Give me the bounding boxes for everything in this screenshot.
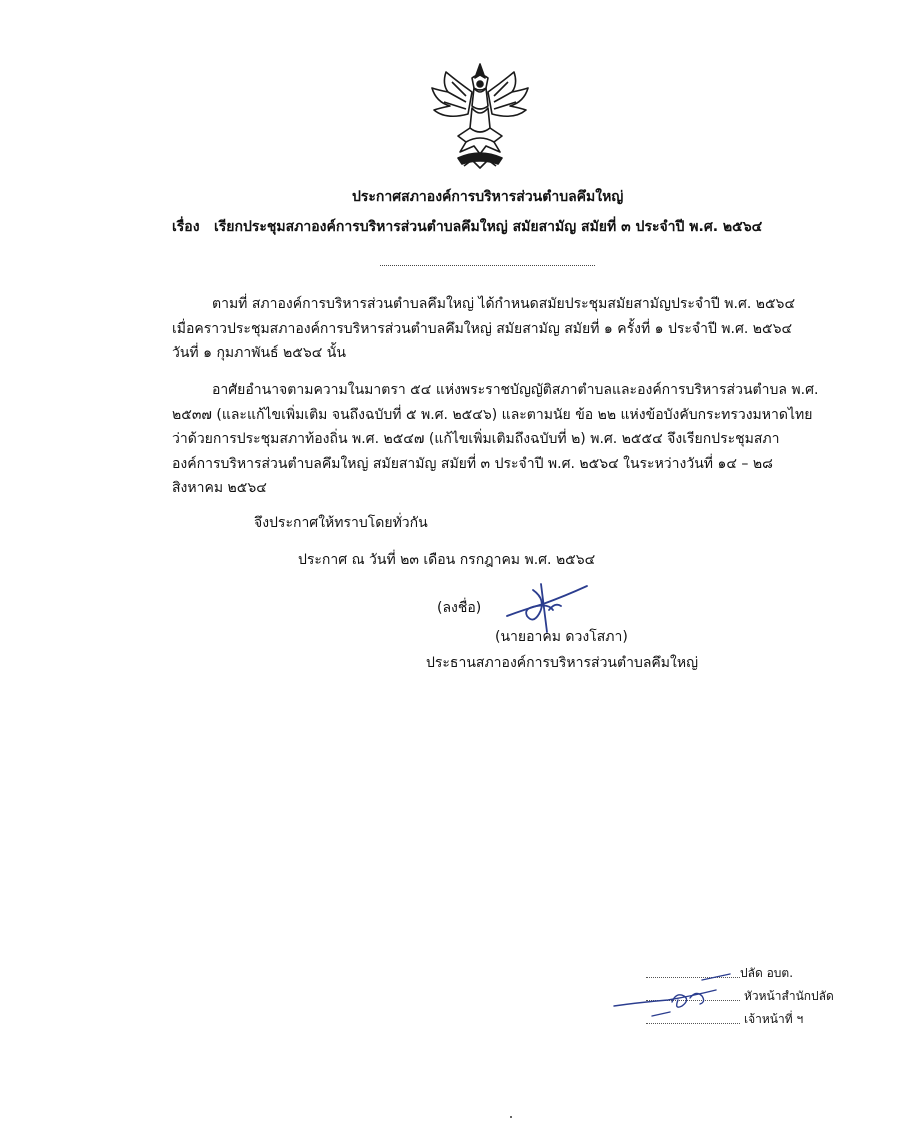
scan-speck — [510, 1116, 512, 1118]
paragraph-line: ตามที่ สภาองค์การบริหารส่วนตำบลคึมใหญ่ ได้กำหนดสมัยประชุมสมัยสามัญประจำปี พ.ศ. ๒๕๖๔ — [212, 296, 796, 312]
announce-date: ประกาศ ณ วันที่ ๒๓ เดือน กรกฎาคม พ.ศ. ๒๕๖๔ — [298, 552, 596, 568]
signer-name: (นายอาคม ดวงโสภา) — [495, 629, 628, 645]
paragraph-line: เมื่อคราวประชุมสภาองค์การบริหารส่วนตำบลคึมใหญ่ สมัยสามัญ สมัยที่ ๑ ครั้งที่ ๑ ประจำปี พ.ศ. ๒๕๖๔ — [172, 320, 793, 337]
signer-position: ประธานสภาองค์การบริหารส่วนตำบลคึมใหญ่ — [426, 655, 699, 671]
paragraph-line: ๒๕๓๗ (และแก้ไขเพิ่มเติม จนถึงฉบับที่ ๕ พ.ศ. ๒๕๔๖) และตามนัย ข้อ ๒๒ แห่งข้อบังคับกระทรวงมหาดไทย — [172, 406, 813, 423]
initial-signature — [612, 972, 732, 1024]
paragraph-line: สิงหาคม ๒๕๖๔ — [172, 480, 267, 497]
subject-label: เรื่อง — [172, 219, 200, 235]
paragraph-1 — [172, 292, 824, 366]
paragraph-line: องค์การบริหารส่วนตำบลคึมใหญ่ สมัยสามัญ สมัยที่ ๓ ประจำปี พ.ศ. ๒๕๖๔ ในระหว่างวันที่ ๑๔ – ๒๘ — [172, 455, 773, 472]
garuda-emblem-icon — [428, 62, 532, 170]
subject-text: เรียกประชุมสภาองค์การบริหารส่วนตำบลคึมใหญ่ สมัยสามัญ สมัยที่ ๓ ประจำปี พ.ศ. ๒๕๖๔ — [214, 219, 763, 235]
paragraph-line: ว่าด้วยการประชุมสภาท้องถิ่น พ.ศ. ๒๕๔๗ (แก้ไขเพิ่มเติมถึงฉบับที่ ๒) พ.ศ. ๒๕๕๔ จึงเรียกประชุมสภา — [172, 431, 780, 448]
paragraph-line: อาศัยอำนาจตามความในมาตรา ๕๔ แห่งพระราชบัญญัติสภาตำบลและองค์การบริหารส่วนตำบล พ.ศ. — [212, 382, 819, 398]
routing-chief-admin: ปลัด อบต. — [740, 966, 794, 980]
routing-office-head: หัวหน้าสำนักปลัด — [744, 989, 834, 1003]
paragraph-line: วันที่ ๑ กุมภาพันธ์ ๒๕๖๔ นั้น — [172, 345, 346, 362]
signed-label: (ลงชื่อ) — [437, 600, 482, 616]
paragraph-2 — [172, 378, 824, 501]
announcement-title: ประกาศสภาองค์การบริหารส่วนตำบลคึมใหญ่ — [352, 189, 624, 205]
separator-line — [380, 265, 595, 266]
announce-line: จึงประกาศให้ทราบโดยทั่วกัน — [254, 515, 428, 531]
routing-staff: เจ้าหน้าที่ ฯ — [744, 1012, 804, 1026]
